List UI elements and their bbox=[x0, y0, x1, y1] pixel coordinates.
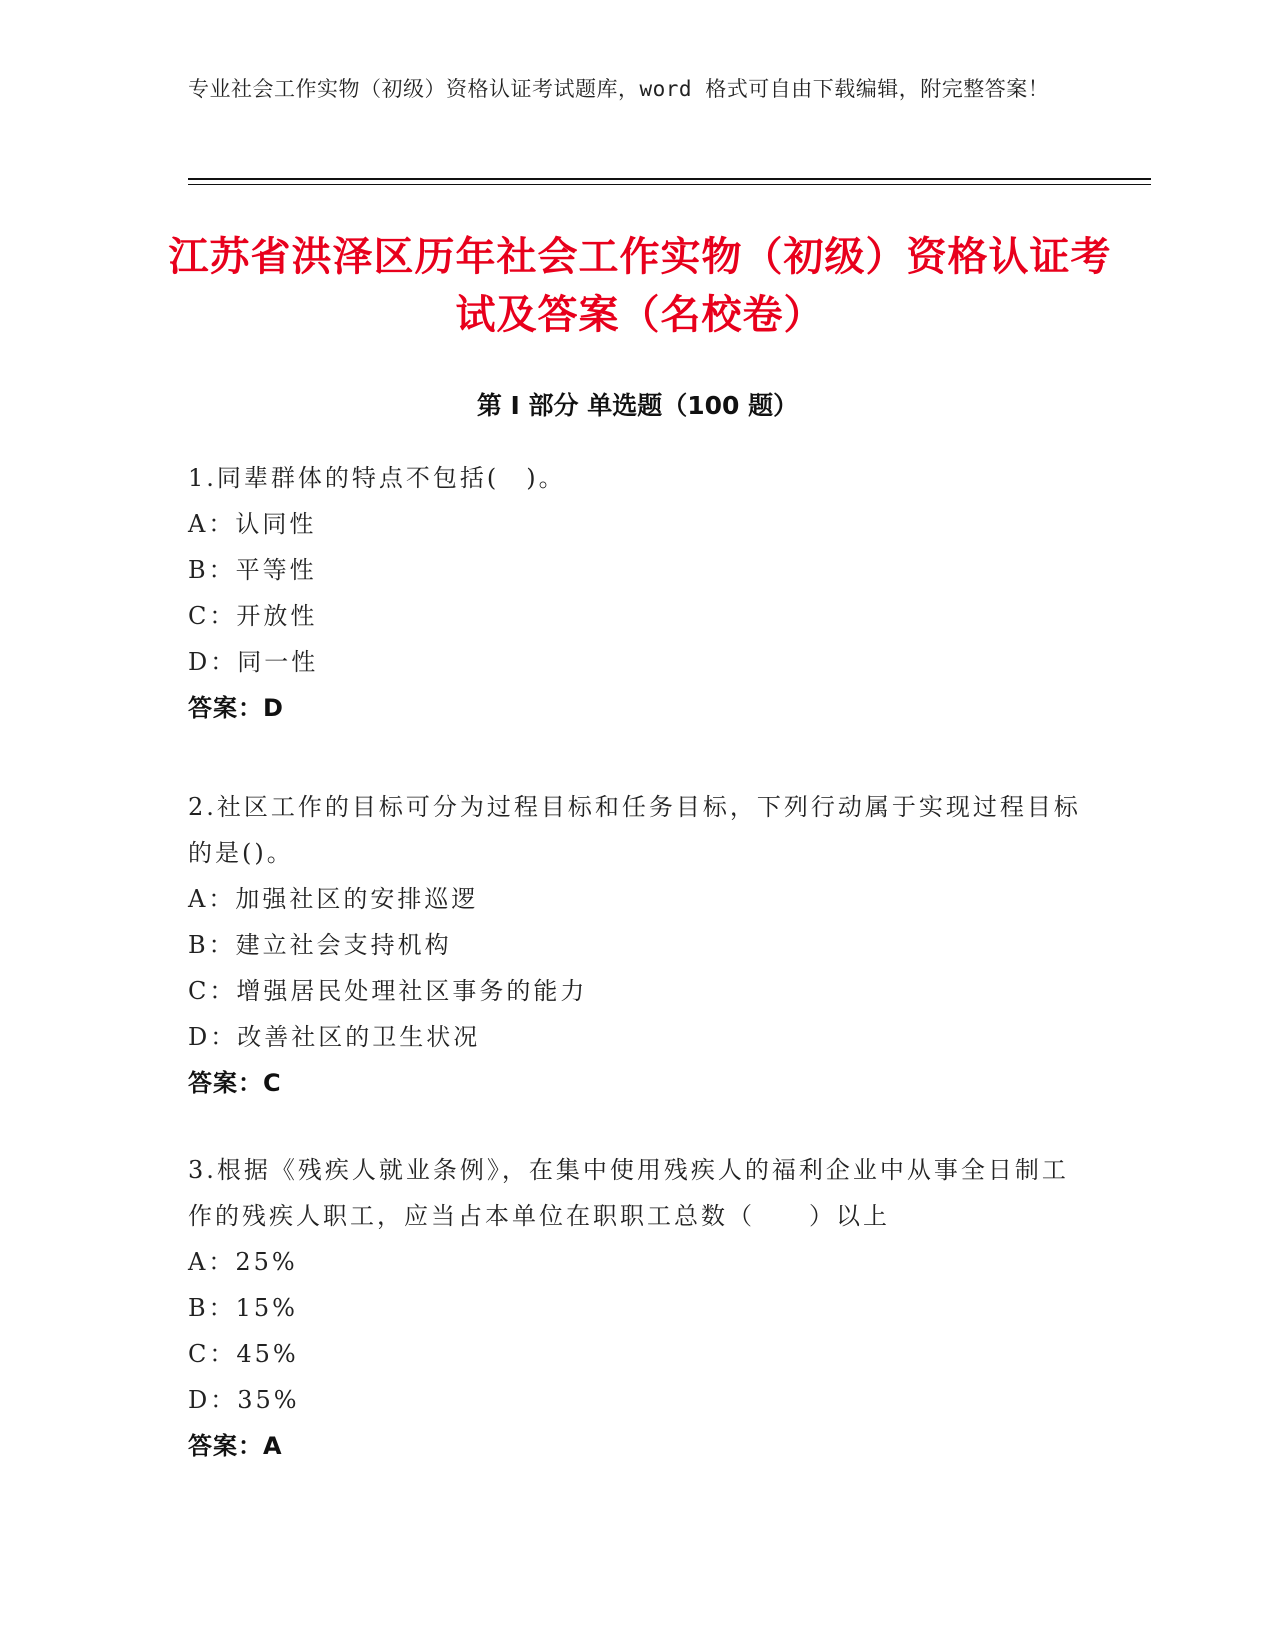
option-b: B：建立社会支持机构 bbox=[188, 931, 452, 959]
question-stem: 1.同辈群体的特点不包括( )。 bbox=[188, 464, 566, 492]
question-block-3 bbox=[188, 1147, 1088, 1469]
section-title: 第 I 部分 单选题（100 题） bbox=[476, 391, 799, 420]
header-divider-thick bbox=[188, 178, 1151, 180]
document-title: 江苏省洪泽区历年社会工作实物（初级）资格认证考试及答案（名校卷） bbox=[168, 234, 1112, 338]
option-b: B：15% bbox=[188, 1294, 298, 1322]
option-b: B：平等性 bbox=[188, 556, 317, 584]
option-d: D：同一性 bbox=[188, 648, 319, 676]
option-c: C：45% bbox=[188, 1340, 299, 1368]
answer: 答案：C bbox=[188, 1069, 282, 1097]
question-block-1 bbox=[188, 455, 1088, 731]
option-c: C：增强居民处理社区事务的能力 bbox=[188, 977, 588, 1005]
option-d: D：35% bbox=[188, 1386, 300, 1414]
answer: 答案：A bbox=[188, 1432, 283, 1460]
option-a: A：25% bbox=[188, 1248, 298, 1276]
question-stem: 3.根据《残疾人就业条例》，在集中使用残疾人的福利企业中从事全日制工作的残疾人职工，应当占本单位在职职工总数（ ）以上 bbox=[188, 1156, 1069, 1230]
question-block-2 bbox=[188, 784, 1088, 1106]
option-c: C：开放性 bbox=[188, 602, 318, 630]
option-a: A：认同性 bbox=[188, 510, 317, 538]
option-a: A：加强社区的安排巡逻 bbox=[188, 885, 479, 913]
header-note: 专业社会工作实物（初级）资格认证考试题库，word 格式可自由下载编辑，附完整答案！ bbox=[188, 77, 1050, 101]
header-divider-thin bbox=[188, 184, 1151, 185]
answer: 答案：D bbox=[188, 694, 284, 722]
question-stem: 2.社区工作的目标可分为过程目标和任务目标，下列行动属于实现过程目标的是()。 bbox=[188, 793, 1081, 867]
option-d: D：改善社区的卫生状况 bbox=[188, 1023, 481, 1051]
